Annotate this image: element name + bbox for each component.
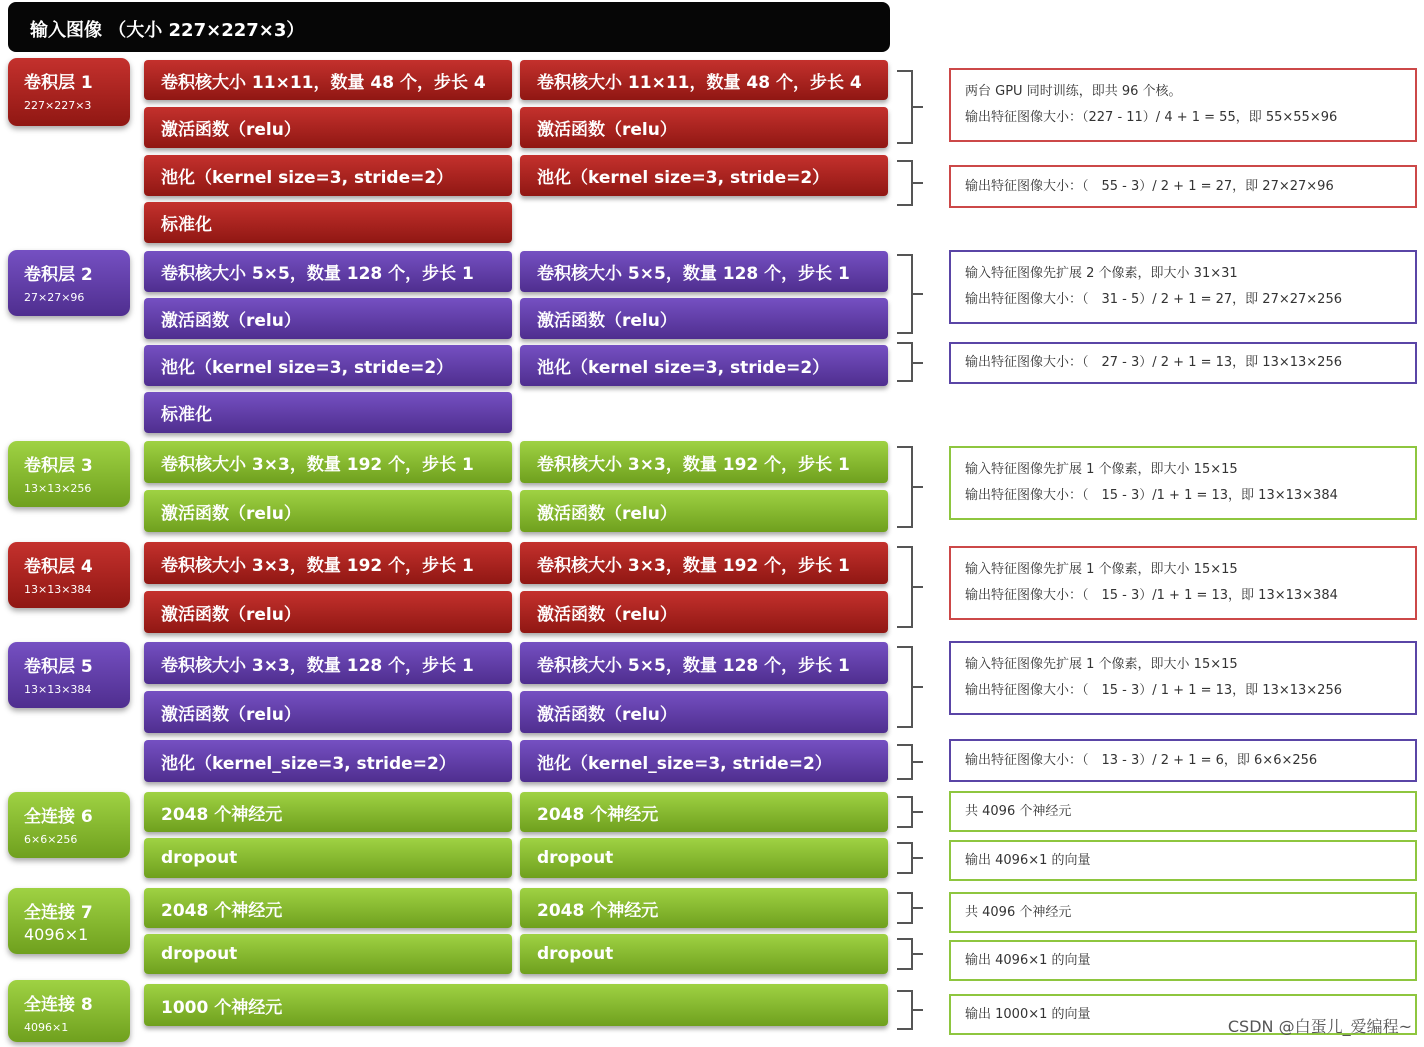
conv-kernel-bar: 卷积核大小 5×5，数量 128 个，步长 1: [144, 251, 512, 292]
activation-bar: 激活函数（relu）: [144, 107, 512, 148]
note-line: 输入特征图像先扩展 1 个像素，即大小 15×15: [965, 657, 1238, 672]
note-line: 输出特征图像大小：（ 31 - 5）/ 2 + 1 = 27，即 27×27×256: [965, 292, 1342, 307]
layer-fc7: [8, 888, 130, 954]
bracket: [897, 160, 913, 206]
layer-title: 卷积层 1: [24, 73, 93, 93]
bracket-tick: [913, 106, 923, 108]
conv-kernel-bar: 卷积核大小 11×11，数量 48 个，步长 4: [520, 60, 888, 100]
note-box: [949, 68, 1417, 142]
layer-title: 全连接 6: [24, 807, 93, 827]
conv-kernel-bar: 卷积核大小 3×3，数量 192 个，步长 1: [144, 441, 512, 483]
note-box: [949, 739, 1417, 782]
note-box: [949, 446, 1417, 520]
note-line: 输出特征图像大小：（ 15 - 3）/ 1 + 1 = 13，即 13×13×256: [965, 683, 1342, 698]
neurons-bar: 2048 个神经元: [144, 888, 512, 928]
note-line: 输出特征图像大小：（227 - 11）/ 4 + 1 = 55，即 55×55×96: [965, 110, 1338, 125]
bracket: [897, 990, 913, 1030]
layer-title: 卷积层 4: [24, 557, 93, 577]
bracket: [897, 744, 913, 780]
neurons-bar: 1000 个神经元: [144, 984, 888, 1026]
pooling-bar: 池化（kernel size=3, stride=2）: [520, 155, 888, 196]
layer-title: 卷积层 2: [24, 265, 93, 285]
dropout-bar: dropout: [520, 838, 888, 878]
layer-size: 13×13×256: [24, 482, 92, 495]
note-box: [949, 892, 1417, 933]
activation-bar: 激活函数（relu）: [144, 298, 512, 339]
neurons-bar: 2048 个神经元: [520, 888, 888, 928]
note-line: 输入特征图像先扩展 2 个像素，即大小 31×31: [965, 266, 1238, 281]
conv-kernel-bar: 卷积核大小 11×11，数量 48 个，步长 4: [144, 60, 512, 100]
layer-size: 27×27×96: [24, 291, 85, 304]
bracket-tick: [913, 182, 923, 184]
note-line: 输出特征图像大小：（ 15 - 3）/1 + 1 = 13，即 13×13×384: [965, 588, 1338, 603]
note-box: [949, 641, 1417, 715]
note-box: [949, 342, 1417, 384]
note-line: 输入特征图像先扩展 1 个像素，即大小 15×15: [965, 462, 1238, 477]
layer-title: 全连接 8: [24, 995, 93, 1015]
bracket-tick: [913, 1009, 923, 1011]
pooling-bar: 池化（kernel size=3, stride=2）: [144, 155, 512, 196]
dropout-bar: dropout: [520, 934, 888, 974]
layer-conv5: [8, 642, 130, 708]
neurons-bar: 2048 个神经元: [144, 792, 512, 832]
pooling-bar: 池化（kernel_size=3, stride=2）: [144, 740, 512, 782]
activation-bar: 激活函数（relu）: [144, 691, 512, 733]
bracket: [897, 938, 913, 970]
layer-size: 4096×1: [24, 1021, 69, 1034]
activation-bar: 激活函数（relu）: [520, 490, 888, 532]
conv-kernel-bar: 卷积核大小 3×3，数量 192 个，步长 1: [520, 542, 888, 584]
bracket-tick: [913, 686, 923, 688]
layer-size: 4096×1: [24, 925, 89, 944]
layer-size: 13×13×384: [24, 683, 92, 696]
note-line: 输出特征图像大小：（ 15 - 3）/1 + 1 = 13，即 13×13×384: [965, 488, 1338, 503]
normalization-bar: 标准化: [144, 202, 512, 243]
layer-conv1: [8, 58, 130, 126]
note-line: 输出特征图像大小：（ 13 - 3）/ 2 + 1 = 6，即 6×6×256: [965, 752, 1318, 768]
activation-bar: 激活函数（relu）: [520, 298, 888, 339]
pooling-bar: 池化（kernel size=3, stride=2）: [520, 345, 888, 386]
activation-bar: 激活函数（relu）: [520, 691, 888, 733]
bracket-tick: [913, 761, 923, 763]
layer-title: 卷积层 3: [24, 456, 93, 476]
layer-size: 13×13×384: [24, 583, 92, 596]
pooling-bar: 池化（kernel size=3, stride=2）: [144, 345, 512, 386]
conv-kernel-bar: 卷积核大小 5×5，数量 128 个，步长 1: [520, 251, 888, 292]
dropout-bar: dropout: [144, 934, 512, 974]
dropout-bar: dropout: [144, 838, 512, 878]
note-box: [949, 546, 1417, 620]
pooling-bar: 池化（kernel_size=3, stride=2）: [520, 740, 888, 782]
note-line: 输出特征图像大小：（ 27 - 3）/ 2 + 1 = 13，即 13×13×256: [965, 355, 1342, 370]
layer-size: 6×6×256: [24, 833, 78, 846]
note-line: 共 4096 个神经元: [965, 803, 1072, 819]
bracket: [897, 842, 913, 874]
note-box: [949, 250, 1417, 324]
note-line: 输出特征图像大小：（ 55 - 3）/ 2 + 1 = 27，即 27×27×96: [965, 178, 1334, 194]
note-line: 输入特征图像先扩展 1 个像素，即大小 15×15: [965, 562, 1238, 577]
bracket-tick: [913, 586, 923, 588]
activation-bar: 激活函数（relu）: [520, 591, 888, 633]
conv-kernel-bar: 卷积核大小 3×3，数量 192 个，步长 1: [520, 441, 888, 483]
note-box: [949, 940, 1417, 981]
note-line: 两台 GPU 同时训练，即共 96 个核。: [965, 84, 1182, 99]
bracket: [897, 646, 913, 728]
csdn-watermark: CSDN @白蛋儿_爱编程~: [1227, 1017, 1412, 1036]
bracket: [897, 546, 913, 628]
conv-kernel-bar: 卷积核大小 3×3，数量 128 个，步长 1: [144, 642, 512, 684]
note-line: 输出 4096×1 的向量: [965, 852, 1091, 868]
note-line: 输出 1000×1 的向量: [965, 1006, 1091, 1022]
conv-kernel-bar: 卷积核大小 3×3，数量 192 个，步长 1: [144, 542, 512, 584]
bracket: [897, 70, 913, 144]
note-box: [949, 791, 1417, 832]
activation-bar: 激活函数（relu）: [144, 490, 512, 532]
bracket-tick: [913, 953, 923, 955]
bracket: [897, 892, 913, 924]
note-line: 共 4096 个神经元: [965, 904, 1072, 920]
normalization-bar: 标准化: [144, 392, 512, 433]
bracket-tick: [913, 486, 923, 488]
activation-bar: 激活函数（relu）: [520, 107, 888, 148]
note-box: [949, 165, 1417, 208]
layer-conv2: [8, 250, 130, 316]
neurons-bar: 2048 个神经元: [520, 792, 888, 832]
bracket: [897, 446, 913, 528]
layer-conv4: [8, 542, 130, 608]
layer-fc6: [8, 792, 130, 858]
layer-size: 227×227×3: [24, 99, 92, 112]
bracket: [897, 342, 913, 382]
bracket: [897, 254, 913, 334]
activation-bar: 激活函数（relu）: [144, 591, 512, 633]
bracket-tick: [913, 293, 923, 295]
layer-title: 全连接 7: [24, 903, 93, 923]
layer-conv3: [8, 441, 130, 507]
layer-title: 卷积层 5: [24, 657, 93, 677]
note-line: 输出 4096×1 的向量: [965, 952, 1091, 968]
input-image-header: 输入图像 （大小 227×227×3）: [8, 2, 890, 52]
bracket: [897, 796, 913, 828]
layer-fc8: [8, 980, 130, 1042]
note-box: [949, 840, 1417, 881]
bracket-tick: [913, 362, 923, 364]
bracket-tick: [913, 907, 923, 909]
conv-kernel-bar: 卷积核大小 5×5，数量 128 个，步长 1: [520, 642, 888, 684]
bracket-tick: [913, 811, 923, 813]
bracket-tick: [913, 857, 923, 859]
